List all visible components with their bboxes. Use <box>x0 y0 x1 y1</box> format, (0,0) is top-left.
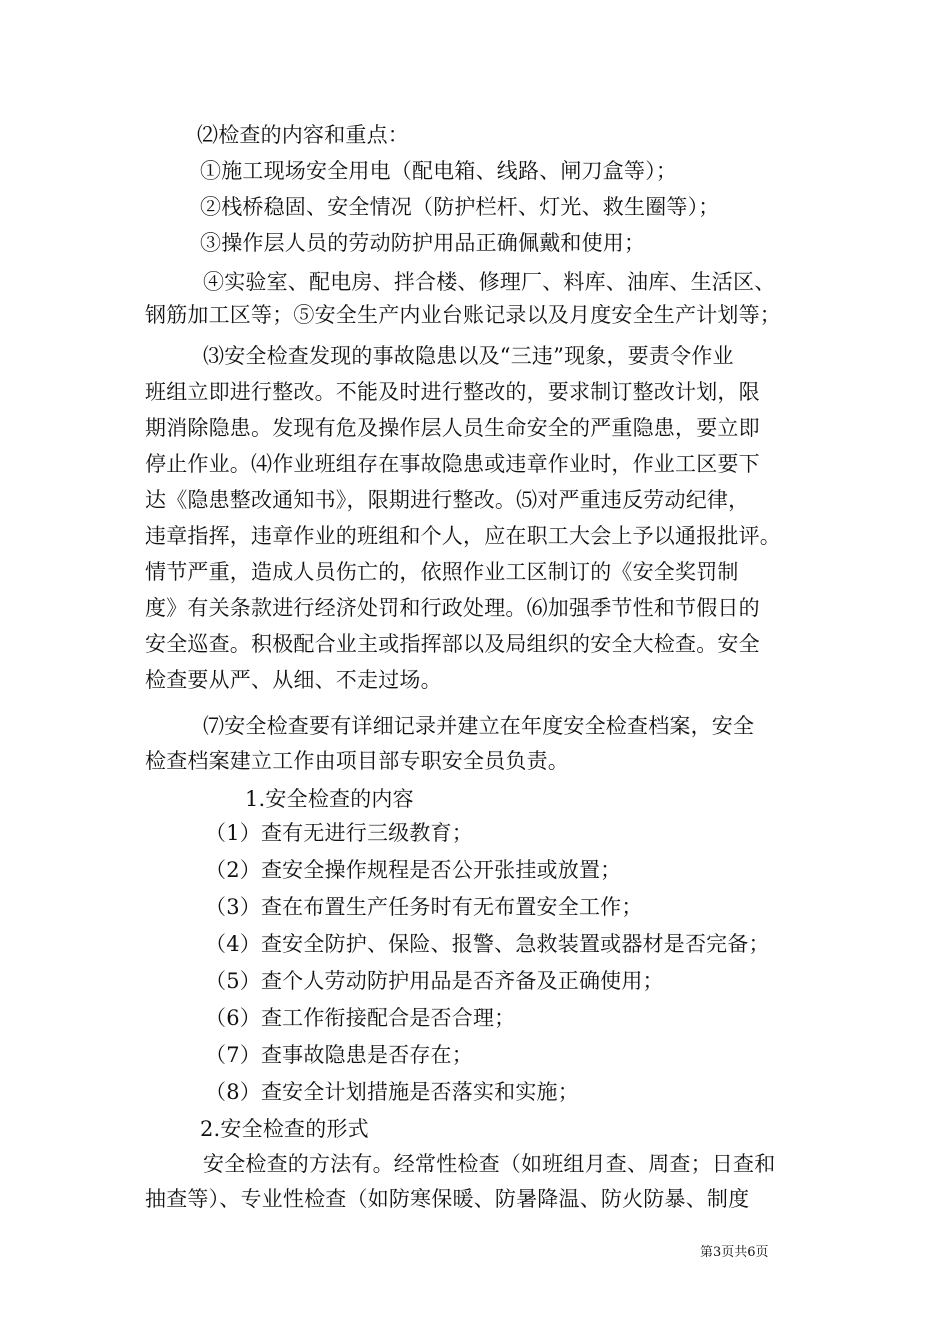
text-line-1: ⑵检查的内容和重点： <box>197 123 409 147</box>
text-line-8: 班组立即进行整改。不能及时进行整改的，要求制订整改计划，限 <box>145 380 760 404</box>
list-item-6: （6）查工作衔接配合是否合理； <box>205 1006 516 1030</box>
text-line-13: 情节严重，造成人员伤亡的，依照作业工区制订的《安全奖罚制 <box>145 560 739 584</box>
list-item-2: （2）查安全操作规程是否公开张挂或放置； <box>205 858 622 882</box>
text-line-7: ⑶安全检查发现的事故隐患以及“三违”现象，要责令作业 <box>203 344 734 368</box>
list-item-4: （4）查安全防护、保险、报警、急救装置或器材是否完备； <box>205 932 770 956</box>
text-line-18: 检查档案建立工作由项目部专职安全员负责。 <box>145 749 569 773</box>
list-item-7: （7）查事故隐患是否存在； <box>205 1043 473 1067</box>
text-line-14: 度》有关条款进行经济处罚和行政处理。⑹加强季节性和节假日的 <box>145 596 760 620</box>
text-line-11: 达《隐患整改通知书》，限期进行整改。⑸对严重违反劳动纪律， <box>145 488 750 512</box>
text-line-29: 安全检查的方法有。经常性检查（如班组月查、周查；日查和 <box>203 1152 776 1176</box>
text-line-4: ③操作层人员的劳动防护用品正确佩戴和使用； <box>200 231 646 255</box>
section-heading-2: 2.安全检查的形式 <box>200 1117 369 1141</box>
list-item-3: （3）查在布置生产任务时有无布置安全工作； <box>205 895 643 919</box>
text-line-17: ⑺安全检查要有详细记录并建立在年度安全检查档案，安全 <box>203 714 755 738</box>
text-line-5: ④实验室、配电房、拌合楼、修理厂、料库、油库、生活区、 <box>203 270 776 294</box>
text-line-6: 钢筋加工区等；⑤安全生产内业台账记录以及月度安全生产计划等； <box>145 303 781 327</box>
text-line-10: 停止作业。⑷作业班组存在事故隐患或违章作业时，作业工区要下 <box>145 452 760 476</box>
text-line-15: 安全巡查。积极配合业主或指挥部以及局组织的安全大检查。安全 <box>145 632 760 656</box>
text-line-3: ②栈桥稳固、安全情况（防护栏杆、灯光、救生圈等）； <box>200 195 720 219</box>
text-line-2: ①施工现场安全用电（配电箱、线路、闸刀盒等）； <box>200 159 678 183</box>
list-item-1: （1）查有无进行三级教育； <box>205 821 473 845</box>
text-line-30: 抽查等）、专业性检查（如防寒保暖、防暑降温、防火防暴、制度 <box>145 1187 750 1211</box>
section-heading-1: 1.安全检查的内容 <box>245 787 414 811</box>
list-item-5: （5）查个人劳动防护用品是否齐备及正确使用； <box>205 969 664 993</box>
page-number-footer: 第3页共6页 <box>700 1245 769 1260</box>
text-line-12: 违章指挥，违章作业的班组和个人，应在职工大会上予以通报批评。 <box>145 524 781 548</box>
list-item-8: （8）查安全计划措施是否落实和实施； <box>205 1080 579 1104</box>
text-line-16: 检查要从严、从细、不走过场。 <box>145 668 442 692</box>
text-line-9: 期消除隐患。发现有危及操作层人员生命安全的严重隐患，要立即 <box>145 416 760 440</box>
